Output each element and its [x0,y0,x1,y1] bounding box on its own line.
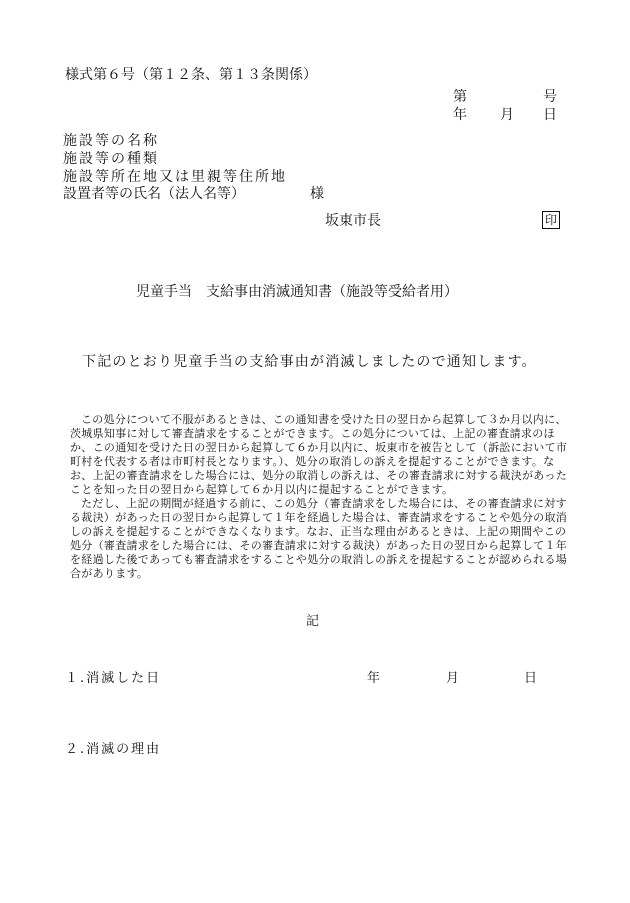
notice-paragraph: ただし、上記の期間が経過する前に、この処分（審査請求をした場合には、その審査請求に対する裁決）があった日の翌日から起算して１年を経過した場合は、審査請求をすることや処分の取消しの訴えを提起することができなくなります。なお、正当な理由があるときは、上記の期間やこの処分（審査請求をした場合には、その審査請求に対する裁決）があった日の翌日から起算して１年を経過した後であっても審査請求をすることや処分の取消しの訴えを提起することが認められる場合があります。 [70,497,568,580]
field-facility-address: 施設等所在地又は里親等住所地 [63,169,287,185]
document-title: 児童手当 支給事由消滅通知書（施設等受給者用） [136,284,458,300]
issuer: 坂東市長 [325,213,381,229]
item-extinction-date-label: １.消滅した日 [65,671,162,686]
item-extinction-reason-label: ２.消滅の理由 [65,742,162,757]
item-extinction-day: 日 [524,671,538,686]
field-facility-type: 施設等の種類 [63,151,159,167]
date-month: 月 [500,107,514,123]
seal: 印 [542,211,560,229]
form-number: 様式第６号（第１２条、第１３条関係） [65,67,317,83]
field-founder-name: 設置者等の氏名（法人名等） [63,186,245,202]
date-day: 日 [543,107,557,123]
notice-paragraph: この処分について不服があるときは、この通知書を受けた日の翌日から起算して３か月以内に、茨城県知事に対して審査請求をすることができます。この処分については、上記の審査請求のほか、この通知を受けた日の翌日から起算して６か月以内に、坂東市を被告として（訴訟において市町村を代表する者は市町村長となります。）、処分の取消しの訴えを提起することができます。なお、上記の審査請求をした場合には、処分の取消しの訴えは、その審査請求に対する裁決があったことを知った日の翌日から起算して６か月以内に提起することができます。 [70,413,568,496]
main-statement: 下記のとおり児童手当の支給事由が消滅しましたので通知します。 [82,354,537,370]
ki-heading: 記 [306,614,320,629]
appeal-notice [70,413,575,581]
honorific: 様 [310,186,324,202]
item-extinction-year: 年 [367,671,381,686]
field-facility-name: 施設等の名称 [63,133,159,149]
number-line-go: 号 [543,89,557,105]
item-extinction-month: 月 [446,671,460,686]
date-year: 年 [453,107,467,123]
number-line-dai: 第 [453,89,467,105]
